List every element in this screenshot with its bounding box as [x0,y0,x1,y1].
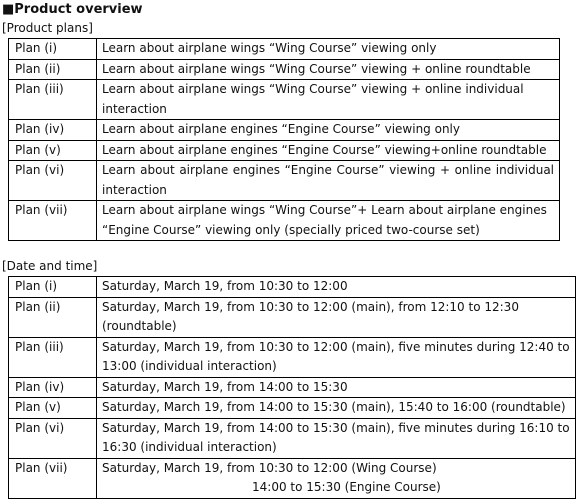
table-row [9,377,576,398]
section-heading: ■Product overview [2,2,143,17]
table-row [9,418,576,458]
plan-name: Plan (ii) [9,59,97,80]
plan-description: Learn about airplane wings “Wing Course”+ Learn about airplane engines “Engine Course” viewing only (specially priced two-course set) [97,201,560,241]
date-time-label: [Date and time] [2,259,98,273]
plan-name: Plan (iv) [9,377,97,398]
table-row [9,80,560,120]
plan-name: Plan (ii) [9,297,97,337]
table-row [9,337,576,377]
plan-description: Learn about airplane wings “Wing Course” viewing + online roundtable [97,59,560,80]
table-row [9,458,576,498]
plan-name: Plan (v) [9,398,97,419]
plan-schedule: Saturday, March 19, from 10:30 to 12:00 (main), from 12:10 to 12:30 (roundtable) [97,297,576,337]
plan-name: Plan (vii) [9,201,97,241]
plan-schedule: Saturday, March 19, from 14:00 to 15:30 (main), five minutes during 16:10 to 16:30 (individual interaction) [97,418,576,458]
plan-name: Plan (iii) [9,80,97,120]
plan-name: Plan (iii) [9,337,97,377]
plan-schedule: Saturday, March 19, from 14:00 to 15:30 [97,377,576,398]
table-row [9,398,576,419]
product-plans-table [8,38,560,241]
plan-description: Learn about airplane wings “Wing Course” viewing only [97,39,560,60]
plan-name: Plan (i) [9,277,97,298]
plan-name: Plan (vi) [9,418,97,458]
plan-schedule: Saturday, March 19, from 14:00 to 15:30 (main), 15:40 to 16:00 (roundtable) [97,398,576,419]
table-row [9,140,560,161]
table-row [9,59,560,80]
table-row [9,201,560,241]
table-row [9,277,576,298]
plan-description: Learn about airplane engines “Engine Course” viewing+online roundtable [97,140,560,161]
product-plans-label: [Product plans] [2,21,93,35]
table-row [9,39,560,60]
plan-name: Plan (vi) [9,161,97,201]
plan-description: Learn about airplane wings “Wing Course” viewing + online individual interaction [97,80,560,120]
plan-name: Plan (vii) [9,458,97,498]
plan-name: Plan (v) [9,140,97,161]
table-row [9,297,576,337]
plan-description: Learn about airplane engines “Engine Course” viewing + online individual interaction [97,161,560,201]
plan-schedule: Saturday, March 19, from 10:30 to 12:00 [97,277,576,298]
plan-description: Learn about airplane engines “Engine Course” viewing only [97,120,560,141]
plan-name: Plan (i) [9,39,97,60]
plan-schedule: Saturday, March 19, from 10:30 to 12:00 (main), five minutes during 12:40 to 13:00 (individual interaction) [97,337,576,377]
plan-name: Plan (iv) [9,120,97,141]
table-row [9,161,560,201]
schedule-line-wing: Saturday, March 19, from 10:30 to 12:00 (Wing Course) [102,460,437,475]
date-time-table [8,276,576,499]
table-row [9,120,560,141]
schedule-line-engine: 14:00 to 15:30 (Engine Course) [252,480,441,494]
plan-schedule [97,458,576,498]
